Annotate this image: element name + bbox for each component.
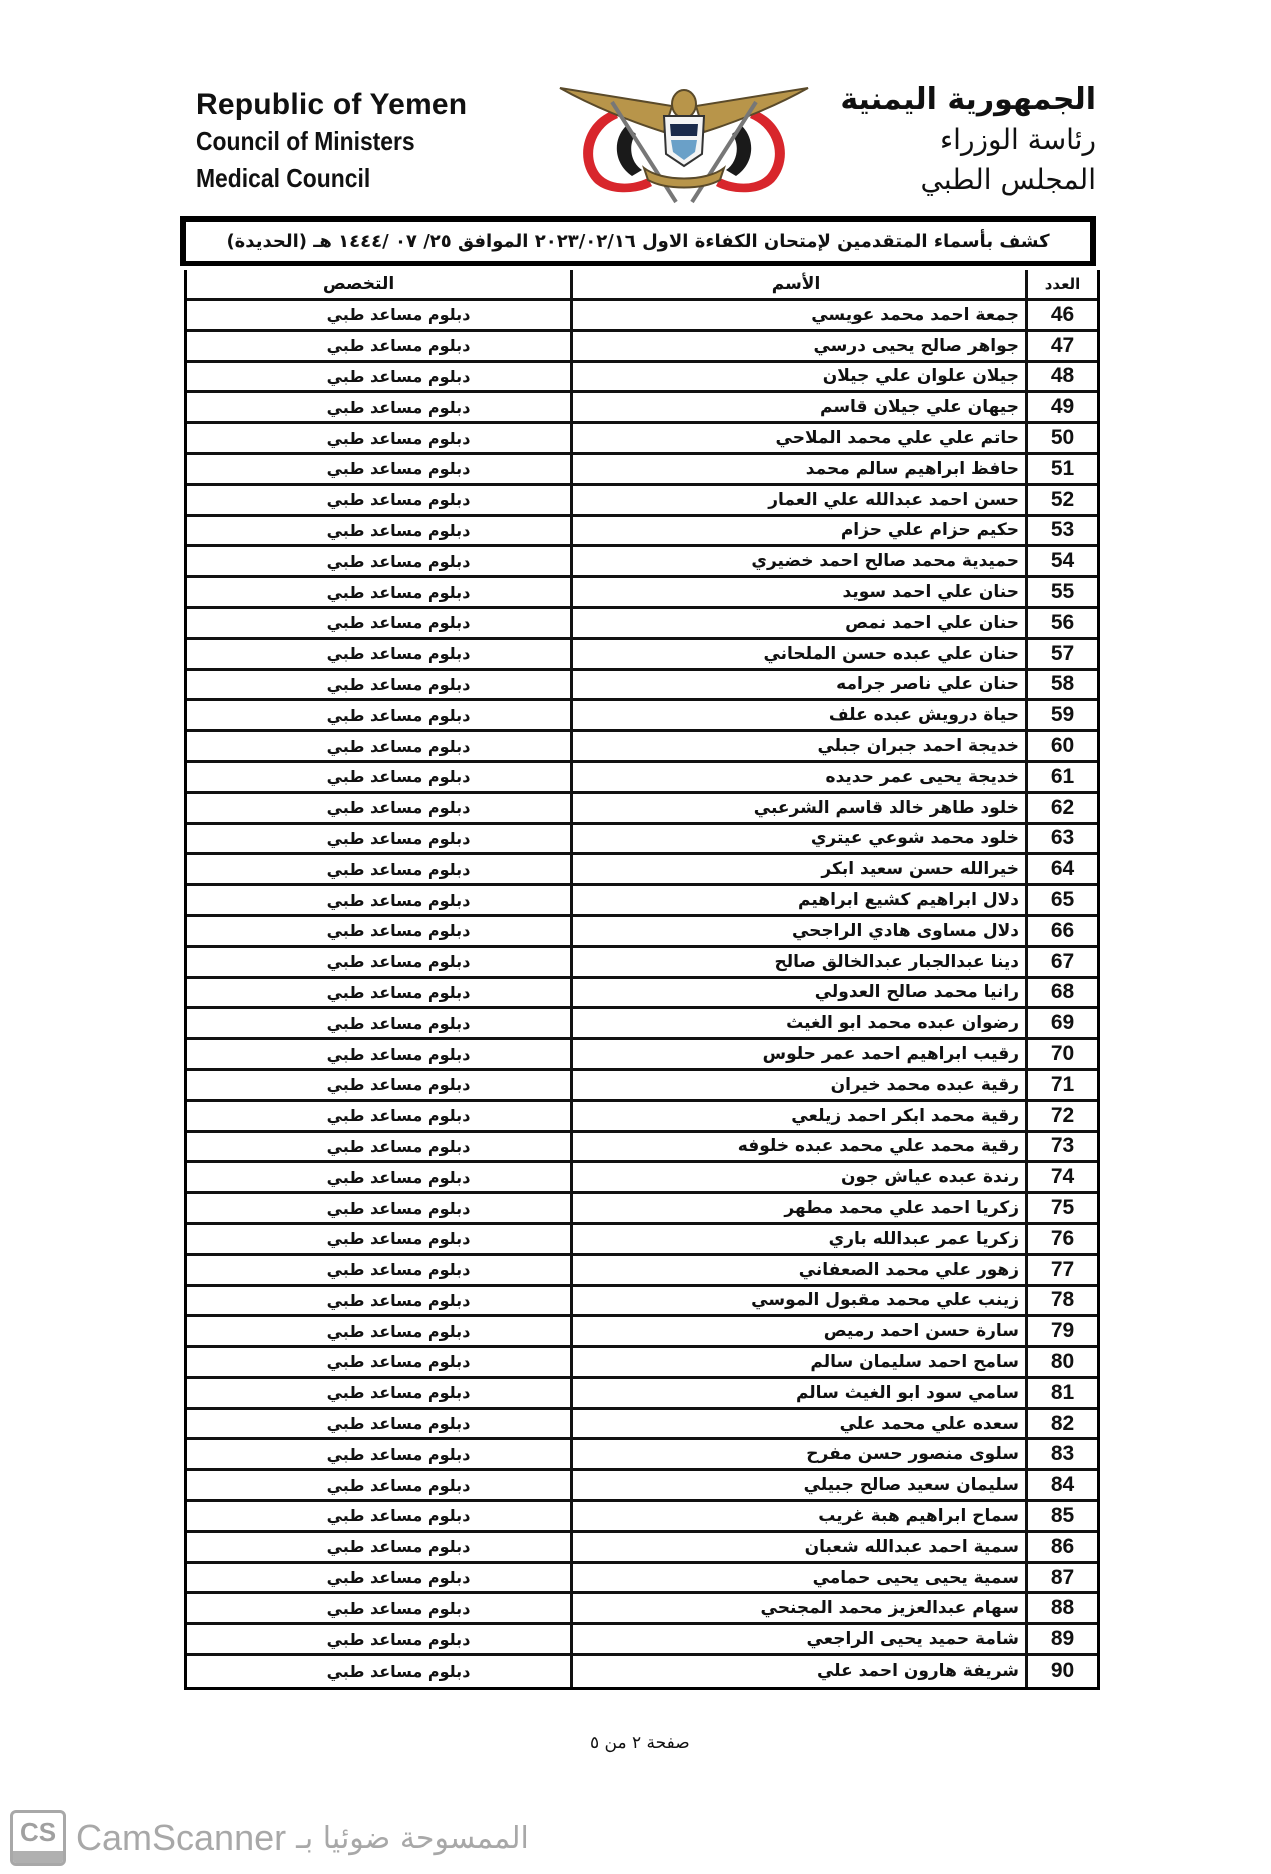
table-row [187, 609, 1097, 640]
specialty-cell: دبلوم مساعد طبي [326, 1414, 471, 1434]
specialty-cell: دبلوم مساعد طبي [326, 1229, 471, 1249]
specialty-cell: دبلوم مساعد طبي [326, 1506, 471, 1526]
number-cell: 80 [1025, 1348, 1097, 1376]
specialty-cell: دبلوم مساعد طبي [326, 1075, 471, 1095]
specialty-cell: دبلوم مساعد طبي [326, 397, 471, 417]
table-row [187, 886, 1097, 917]
specialty-cell: دبلوم مساعد طبي [326, 982, 471, 1002]
number-cell: 88 [1025, 1594, 1097, 1622]
column-header-name: الأسم [570, 270, 1025, 298]
name-cell: سمية احمد عبدالله شعبان [570, 1533, 1025, 1561]
specialty-cell: دبلوم مساعد طبي [326, 1013, 471, 1033]
number-cell: 55 [1025, 578, 1097, 606]
specialty-cell: دبلوم مساعد طبي [326, 952, 471, 972]
table-row [187, 424, 1097, 455]
name-cell: سعده علي محمد علي [570, 1410, 1025, 1438]
number-cell: 48 [1025, 363, 1097, 391]
number-cell: 58 [1025, 671, 1097, 699]
specialty-cell: دبلوم مساعد طبي [326, 551, 471, 571]
name-cell: رانيا محمد صالح العدولي [570, 979, 1025, 1007]
name-cell: خلود محمد شوعي عيتري [570, 825, 1025, 853]
table-row [187, 1133, 1097, 1164]
column-header-number: العدد [1025, 270, 1097, 298]
name-cell: جمعة احمد محمد عويسي [570, 301, 1025, 329]
table-row [187, 547, 1097, 578]
department-name-en: Medical Council [196, 163, 371, 193]
specialty-cell: دبلوم مساعد طبي [326, 674, 471, 694]
name-cell: جواهر صالح يحيى درسي [570, 332, 1025, 360]
name-cell: دلال مساوى هادي الراجحي [570, 917, 1025, 945]
name-cell: جيلان علوان علي جيلان [570, 363, 1025, 391]
name-cell: حميدية محمد صالح احمد خضيري [570, 547, 1025, 575]
specialty-cell: دبلوم مساعد طبي [326, 798, 471, 818]
number-cell: 75 [1025, 1194, 1097, 1222]
name-cell: حياة درويش عبده علف [570, 701, 1025, 729]
name-cell: رقية محمد ابكر احمد زيلعي [570, 1102, 1025, 1130]
name-cell: خيرالله حسن سعيد ابكر [570, 855, 1025, 883]
document-title: كشف بأسماء المتقدمين لإمتحان الكفاءة الاول ٢٠٢٣/٠٢/١٦ الموافق ٢٥/ ٠٧ /١٤٤٤ هـ (الحديدة) [180, 216, 1096, 266]
table-row [187, 332, 1097, 363]
specialty-cell: دبلوم مساعد طبي [326, 366, 471, 386]
table-row [187, 1502, 1097, 1533]
specialty-cell: دبلوم مساعد طبي [326, 921, 471, 941]
number-cell: 79 [1025, 1317, 1097, 1345]
table-row [187, 701, 1097, 732]
name-cell: سهام عبدالعزيز محمد المجنحي [570, 1594, 1025, 1622]
specialty-cell: دبلوم مساعد طبي [326, 1352, 471, 1372]
number-cell: 47 [1025, 332, 1097, 360]
specialty-cell: دبلوم مساعد طبي [326, 828, 471, 848]
council-name-ar: رئاسة الوزراء [940, 123, 1096, 156]
name-cell: جيهان علي جيلان قاسم [570, 393, 1025, 421]
number-cell: 72 [1025, 1102, 1097, 1130]
specialty-cell: دبلوم مساعد طبي [326, 1661, 471, 1681]
table-row [187, 1564, 1097, 1595]
name-cell: زكريا احمد علي محمد مطهر [570, 1194, 1025, 1222]
table-row [187, 1410, 1097, 1441]
number-cell: 50 [1025, 424, 1097, 452]
number-cell: 84 [1025, 1471, 1097, 1499]
number-cell: 57 [1025, 640, 1097, 668]
table-row [187, 917, 1097, 948]
specialty-cell: دبلوم مساعد طبي [326, 1537, 471, 1557]
name-cell: خديجة يحيى عمر حديده [570, 763, 1025, 791]
name-cell: حاتم علي علي محمد الملاحي [570, 424, 1025, 452]
number-cell: 78 [1025, 1287, 1097, 1315]
specialty-cell: دبلوم مساعد طبي [326, 1568, 471, 1588]
specialty-cell: دبلوم مساعد طبي [326, 644, 471, 664]
number-cell: 60 [1025, 732, 1097, 760]
number-cell: 89 [1025, 1625, 1097, 1653]
name-cell: خلود طاهر خالد قاسم الشرعبي [570, 794, 1025, 822]
table-row [187, 1040, 1097, 1071]
name-cell: دلال ابراهيم كشيع ابراهيم [570, 886, 1025, 914]
name-cell: حنان علي احمد نمص [570, 609, 1025, 637]
specialty-cell: دبلوم مساعد طبي [326, 1106, 471, 1126]
number-cell: 53 [1025, 517, 1097, 545]
name-cell: سامي سود ابو الغيث سالم [570, 1379, 1025, 1407]
number-cell: 83 [1025, 1440, 1097, 1468]
table-row [187, 794, 1097, 825]
number-cell: 56 [1025, 609, 1097, 637]
specialty-cell: دبلوم مساعد طبي [326, 459, 471, 479]
name-cell: زكريا عمر عبدالله باري [570, 1225, 1025, 1253]
specialty-cell: دبلوم مساعد طبي [326, 1260, 471, 1280]
name-cell: حافظ ابراهيم سالم محمد [570, 455, 1025, 483]
specialty-cell: دبلوم مساعد طبي [326, 1444, 471, 1464]
council-name-en: Council of Ministers [196, 126, 415, 156]
number-cell: 77 [1025, 1256, 1097, 1284]
specialty-cell: دبلوم مساعد طبي [326, 1321, 471, 1341]
number-cell: 59 [1025, 701, 1097, 729]
table-row [187, 948, 1097, 979]
specialty-cell: دبلوم مساعد طبي [326, 1598, 471, 1618]
number-cell: 68 [1025, 979, 1097, 1007]
name-cell: رقية عبده محمد خيران [570, 1071, 1025, 1099]
table-row [187, 855, 1097, 886]
department-name-ar: المجلس الطبي [920, 163, 1096, 196]
name-cell: سماح ابراهيم هبة غريب [570, 1502, 1025, 1530]
table-row [187, 1348, 1097, 1379]
number-cell: 73 [1025, 1133, 1097, 1161]
number-cell: 66 [1025, 917, 1097, 945]
watermark-brand: CamScanner [76, 1817, 287, 1858]
table-row [187, 1287, 1097, 1318]
table-row [187, 1656, 1097, 1687]
number-cell: 65 [1025, 886, 1097, 914]
specialty-cell: دبلوم مساعد طبي [326, 859, 471, 879]
specialty-cell: دبلوم مساعد طبي [326, 613, 471, 633]
name-cell: حكيم حزام علي حزام [570, 517, 1025, 545]
name-cell: زينب علي محمد مقبول الموسي [570, 1287, 1025, 1315]
specialty-cell: دبلوم مساعد طبي [326, 1629, 471, 1649]
name-cell: سامح احمد سليمان سالم [570, 1348, 1025, 1376]
camscanner-logo-icon: CS [10, 1810, 66, 1866]
specialty-cell: دبلوم مساعد طبي [326, 705, 471, 725]
name-cell: سمية يحيى يحيى حمامي [570, 1564, 1025, 1592]
number-cell: 70 [1025, 1040, 1097, 1068]
name-cell: رضوان عبده محمد ابو الغيث [570, 1009, 1025, 1037]
number-cell: 90 [1025, 1656, 1097, 1687]
arabic-letterhead [840, 80, 1096, 200]
specialty-cell: دبلوم مساعد طبي [326, 520, 471, 540]
name-cell: حسن احمد عبدالله علي العمار [570, 486, 1025, 514]
table-row [187, 1009, 1097, 1040]
specialty-cell: دبلوم مساعد طبي [326, 490, 471, 510]
yemen-eagle-emblem-icon [552, 82, 816, 206]
name-cell: سلوى منصور حسن مفرح [570, 1440, 1025, 1468]
table-row [187, 825, 1097, 856]
name-cell: زهور علي محمد الصعفاني [570, 1256, 1025, 1284]
table-row [187, 1225, 1097, 1256]
table-row [187, 1594, 1097, 1625]
english-letterhead [196, 86, 467, 197]
number-cell: 61 [1025, 763, 1097, 791]
table-row [187, 578, 1097, 609]
table-row [187, 1440, 1097, 1471]
specialty-cell: دبلوم مساعد طبي [326, 582, 471, 602]
name-cell: سليمان سعيد صالح جبيلي [570, 1471, 1025, 1499]
table-row [187, 455, 1097, 486]
table-row [187, 979, 1097, 1010]
specialty-cell: دبلوم مساعد طبي [326, 767, 471, 787]
specialty-cell: دبلوم مساعد طبي [326, 890, 471, 910]
number-cell: 52 [1025, 486, 1097, 514]
name-cell: رقيب ابراهيم احمد عمر حلوس [570, 1040, 1025, 1068]
specialty-cell: دبلوم مساعد طبي [326, 1136, 471, 1156]
number-cell: 64 [1025, 855, 1097, 883]
table-row [187, 640, 1097, 671]
specialty-cell: دبلوم مساعد طبي [326, 1475, 471, 1495]
table-row [187, 1163, 1097, 1194]
table-row [187, 1625, 1097, 1656]
number-cell: 63 [1025, 825, 1097, 853]
specialty-cell: دبلوم مساعد طبي [326, 1044, 471, 1064]
number-cell: 86 [1025, 1533, 1097, 1561]
number-cell: 69 [1025, 1009, 1097, 1037]
column-header-specialty: التخصص [322, 274, 395, 294]
name-cell: سارة حسن احمد رميص [570, 1317, 1025, 1345]
specialty-cell: دبلوم مساعد طبي [326, 736, 471, 756]
specialty-cell: دبلوم مساعد طبي [326, 1290, 471, 1310]
number-cell: 49 [1025, 393, 1097, 421]
applicants-table [184, 270, 1100, 1690]
table-row [187, 1194, 1097, 1225]
watermark-arabic: الممسوحة ضوئيا بـ [296, 1820, 529, 1856]
number-cell: 81 [1025, 1379, 1097, 1407]
number-cell: 54 [1025, 547, 1097, 575]
table-row [187, 1533, 1097, 1564]
name-cell: دينا عبدالجبار عبدالخالق صالح [570, 948, 1025, 976]
page-indicator: صفحة ٢ من ٥ [590, 1733, 690, 1753]
table-header-row [187, 270, 1097, 301]
table-row [187, 671, 1097, 702]
table-row [187, 1471, 1097, 1502]
name-cell: حنان علي ناصر جرامه [570, 671, 1025, 699]
name-cell: حنان علي عبده حسن الملحاني [570, 640, 1025, 668]
specialty-cell: دبلوم مساعد طبي [326, 1198, 471, 1218]
number-cell: 85 [1025, 1502, 1097, 1530]
number-cell: 62 [1025, 794, 1097, 822]
specialty-cell: دبلوم مساعد طبي [326, 428, 471, 448]
name-cell: حنان علي احمد سويد [570, 578, 1025, 606]
table-row [187, 1379, 1097, 1410]
specialty-cell: دبلوم مساعد طبي [326, 1167, 471, 1187]
camscanner-watermark [10, 1810, 529, 1866]
table-row [187, 363, 1097, 394]
name-cell: شريفة هارون احمد علي [570, 1656, 1025, 1687]
table-row [187, 517, 1097, 548]
name-cell: خديجة احمد جبران جبلي [570, 732, 1025, 760]
specialty-cell: دبلوم مساعد طبي [326, 305, 471, 325]
table-row [187, 1256, 1097, 1287]
name-cell: شامة حميد يحيى الراجعي [570, 1625, 1025, 1653]
number-cell: 87 [1025, 1564, 1097, 1592]
number-cell: 67 [1025, 948, 1097, 976]
number-cell: 82 [1025, 1410, 1097, 1438]
number-cell: 71 [1025, 1071, 1097, 1099]
table-row [187, 486, 1097, 517]
specialty-cell: دبلوم مساعد طبي [326, 1383, 471, 1403]
table-row [187, 732, 1097, 763]
country-name-ar: الجمهورية اليمنية [840, 82, 1096, 117]
name-cell: رندة عبده عياش جون [570, 1163, 1025, 1191]
table-row [187, 301, 1097, 332]
number-cell: 76 [1025, 1225, 1097, 1253]
table-row [187, 1071, 1097, 1102]
number-cell: 46 [1025, 301, 1097, 329]
number-cell: 51 [1025, 455, 1097, 483]
table-row [187, 393, 1097, 424]
table-row [187, 763, 1097, 794]
number-cell: 74 [1025, 1163, 1097, 1191]
specialty-cell: دبلوم مساعد طبي [326, 336, 471, 356]
name-cell: رقية محمد علي محمد عبده خلوفه [570, 1133, 1025, 1161]
table-row [187, 1317, 1097, 1348]
country-name-en: Republic of Yemen [196, 88, 468, 121]
table-row [187, 1102, 1097, 1133]
